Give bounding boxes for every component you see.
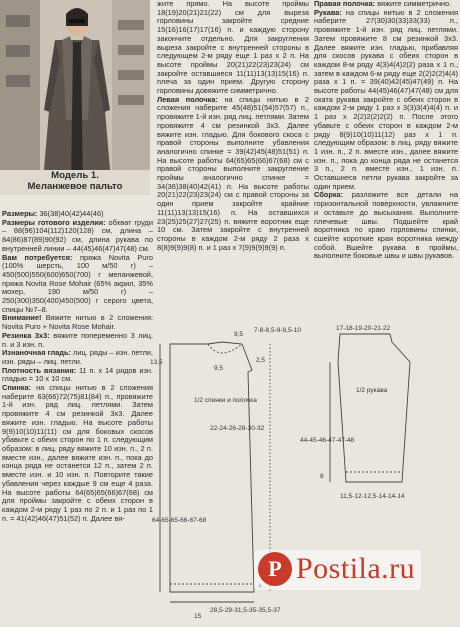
- back-continued: жите прямо. На высоте проймы 18(19)20(21)21(22) см для выреза горловины закройте средние 15(16)16(17)17(16) п. и каждую сторону закончите отдельно. Для закругления выреза закройте с внутренней стороны в следующем 2-м ряду еще 1 раз x 2 п. На высоте проймы 20(21)22(23)23(24) см закройте оставшиеся 11(11)13(13)15(16) п. плеча за один прием. Другую сторону горловины довяжите симметрично.: [157, 0, 309, 96]
- sleeve-cap-label: 11,5-12-12,5-14-14-14: [340, 493, 405, 500]
- left-front-label: Левая полочка:: [157, 94, 218, 104]
- rib-label: Резинка 3x3:: [2, 330, 50, 340]
- purl-value: лиц. ряды – изн. петли, изн. ряды – лиц. петли.: [2, 348, 153, 366]
- back-value: на спицы нитью в 2 сложения наберите 63(66)72(75)81(84) п., провяжите 1-й изн. ряд лиц. петлями. Затем провяжите 4 см резинкой 3x3. Далее вяжите изн. гладью. На высоте работы 9(9)10(10)11(11) см для боковых скосов убавьте с обеих сторон по 1 п. следующим образом: в лиц. ряду вяжите 10 изн. п., 2 п. вместе изн., далее вяжите изн. п., пока до конца ряда не останется 12 п., затем 2 п. вместе изн. и 10 изн. п. Повторите такие убавления через каждые 9 см еще 4 раза. На высоте работы 64(65)65(66)67(68) см для проймы закройте с обеих сторон в каждом 2-м ряду 1 раз по 2 п. и 1 раз по 1 п. = 41(42)46(47)51(52) п. Далее вя-: [2, 383, 153, 523]
- sleeve-rib-label: 8: [320, 473, 324, 480]
- hem-width-label: 28,5-29-31,5-35-35,5-37: [210, 607, 281, 614]
- text-column-3: [314, 0, 458, 261]
- postila-logo-icon: P: [258, 552, 292, 586]
- rib-value: вяжите попеременно 3 лиц. п. и 3 изн. п.: [2, 330, 153, 349]
- sizes-value: 36(38)40(42)44(46): [37, 209, 104, 218]
- neck-width-label: 9,5: [214, 365, 224, 372]
- model-caption: [0, 170, 150, 195]
- right-front-value: вяжите симметрично.: [375, 0, 452, 8]
- density-value: 11 п. x 14 рядов изн. гладью = 10 x 10 см.: [2, 365, 153, 384]
- text-column-1: [2, 210, 153, 523]
- neck-height-label: 13,5: [150, 359, 163, 366]
- sleeve-value: на спицы нитью в 2 сложения наберите 27(30)30(33)33(33) п., провяжите 1-й изн. ряд лиц. петлями. Затем провяжите 8 см резинкой 3x3. Далее вяжите изн. гладью, прибавляя для скосов рукава с обеих сторон в каждом 8-м ряду 4(3)4(4)2(2) раза x 1 п., затем в каждом 6-м ряду еще 2(2)2(2)4(4) раза x 1 п. = 39(40)42(45)47(49) п. На высоте работы 44(45)46(47)47(48) см для оката рукава закройте с обеих сторон в каждом 2-м ряду 1 раз x 3(3)3(4)4(4) п. и 1 раз x 2(2)2(2)2(2) п. После этого убавьте с обеих сторон в каждом 2-м ряду 8(9)10(10)11(12) раз x 1 п. следующим образом: в лиц. ряду вяжите 1 изн. п., 2 п. вместе изн., далее вяжите изн. п., пока до конца ряда не останется 3 п., 2 п. вместе изн., 1 изн. п. Оставшиеся петли рукава закройте за один прием.: [314, 7, 458, 191]
- caption-title: Модель 1.: [51, 170, 99, 181]
- caption-subtitle: Меланжевое пальто: [27, 181, 123, 192]
- postila-watermark: [254, 550, 421, 590]
- assembly-label: Сборка:: [314, 190, 344, 200]
- shoulder-label: 7-8-8,5-9-9,5-10: [254, 327, 301, 334]
- half-bust-label: 22-24-26-28-30-32: [210, 425, 265, 432]
- left-front-value: на спицы нитью в 2 сложения наберите 45(48)51(54)57(57) п., провяжите 1-й изн. ряд лиц. петлями. Затем провяжите 4 см резинкой 3x3. Далее вяжите изн. гладью. Для бокового скоса с правой стороны выполните убавления аналогично спинке = 39(42)45(48)51(51) п. На высоте работы 64(65)65(66)67(68) см с правой стороны выполните закругление проймы аналогично спинке = 34(36)38(40)42(41) п. На высоте работы 20(21)22(23)23(24) см с правой стороны за один прием закройте крайние 11(11)13(13)15(16) п. На оставшихся 23(25)25(27)27(25) п. вяжите воротник еще 10 см. Затем закройте с внутренней стороны в каждом 2-м ряду 2 раза x 8(8)9(9)9(8) п. и 1 раз x 7(9)9(9)9(9) п.: [157, 94, 309, 252]
- attention-label: Внимание!: [2, 313, 42, 323]
- top-width-label: 9,5: [234, 331, 244, 338]
- attention-value: Вяжите нитью в 2 сложения: Novita Puro + Novita Rose Mohair.: [2, 313, 153, 332]
- assembly-value: разложите все детали на горизонтальной поверхности, увлажните и оставьте до высыхания. Выполните плечевые швы. Подшейте край воротника по краю горловины спинки, сшейте короткие края воротника между собой. Вшейте рукава в проймы, выполните боковые швы и швы рукавов.: [314, 190, 458, 261]
- model-photo: [0, 0, 150, 193]
- finished-value: обхват груди – 88(96)104(112)120(128) см, длина – 84(86)87(89)90(92) см, длина рукава по внутренней линии – 44(45)46(47)47(48) см.: [2, 217, 153, 253]
- sleeve-schematic: [330, 334, 410, 482]
- density-label: Плотность вязания:: [2, 365, 77, 375]
- sleeve-half-label: 1/2 рукава: [356, 387, 388, 394]
- armhole-height-label: 2,5: [256, 357, 266, 364]
- sleeve-length-label: 44-45-46-47-47-48: [300, 437, 355, 444]
- sleeve-top-label: 17-18-19-20-21-22: [336, 325, 391, 332]
- sleeve-label: Рукава:: [314, 7, 342, 17]
- purl-label: Изнаночная гладь:: [2, 348, 71, 358]
- finished-label: Размеры готового изделия:: [2, 217, 106, 227]
- postila-logo-text: Postila.ru: [296, 552, 416, 585]
- back-label: Спинка:: [2, 383, 32, 393]
- hem-height-label: 15: [194, 613, 202, 620]
- need-value: пряжа Novita Puro (100% шерсть, 100 м/50 г) – 450(500)550(600)650(700) г меланжевой, пряжа Novita Rose Mohair (65% акрил, 35% мохер, 190 м/50 г) – 250(300)350(400)450(500) г серого цвета, спицы №7–8.: [2, 252, 153, 314]
- text-column-2: [157, 0, 309, 252]
- side-height-label: 64-65-65-66-67-68: [152, 517, 207, 524]
- need-label: Вам потребуется:: [2, 252, 73, 262]
- right-front-label: Правая полочка:: [314, 0, 376, 8]
- back-front-label: 1/2 спинки и полочка: [194, 397, 257, 404]
- sizes-label: Размеры:: [2, 209, 38, 218]
